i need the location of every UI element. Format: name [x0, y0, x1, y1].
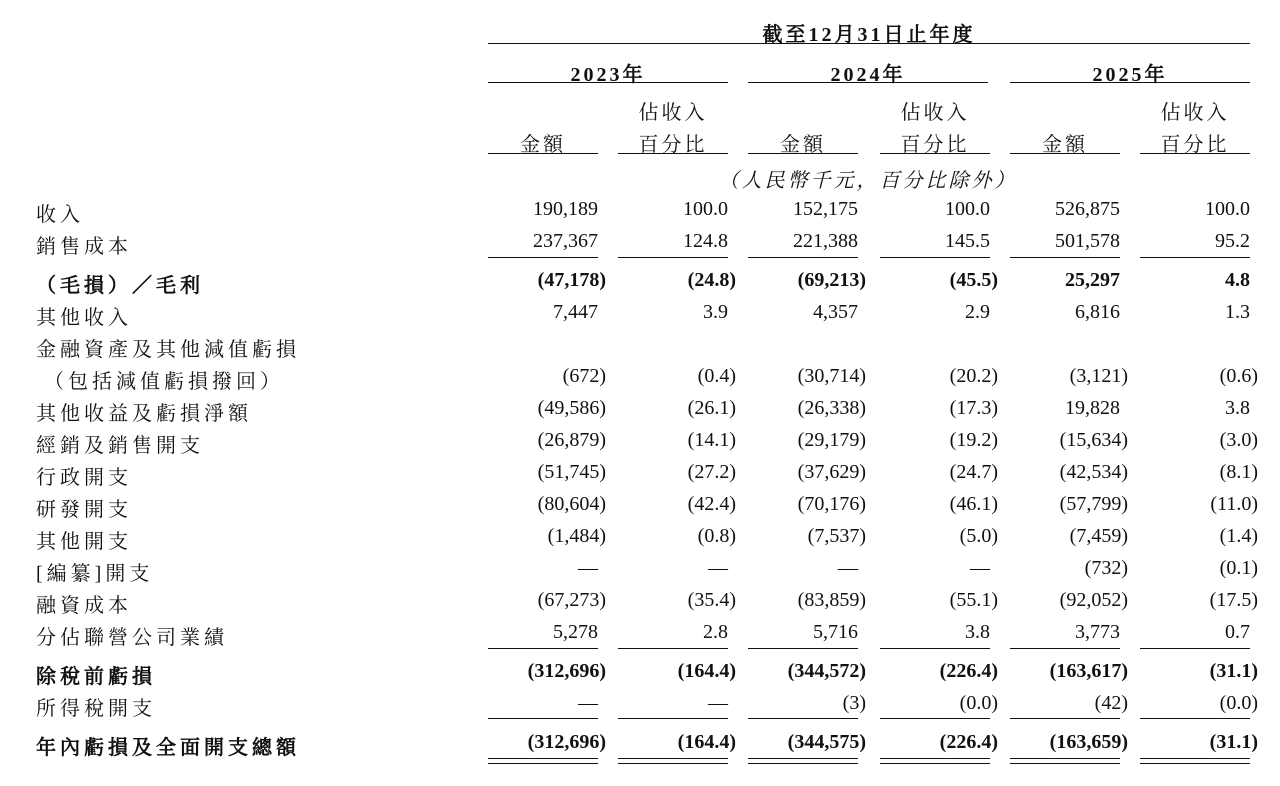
cell-amount-2025: (92,052) — [1059, 589, 1128, 611]
subtotal-rule — [618, 718, 728, 719]
cell-pct-2025: (8.1) — [1219, 461, 1258, 483]
subtotal-rule — [1140, 257, 1250, 258]
year-2025-underline — [1010, 82, 1250, 83]
col-underline — [1140, 153, 1250, 154]
row-label: 其他收入 — [36, 307, 132, 329]
cell-pct-2024: 100.0 — [945, 198, 990, 220]
col-header-pct-2024-line2: 百分比 — [900, 134, 970, 156]
cell-pct-2025: (31.1) — [1209, 731, 1258, 753]
cell-amount-2025: (42) — [1094, 692, 1128, 714]
row-label: 行政開支 — [36, 467, 132, 489]
cell-amount-2023: (312,696) — [527, 660, 606, 682]
row-label: 年內虧損及全面開支總額 — [36, 737, 300, 759]
cell-amount-2024: (344,572) — [787, 660, 866, 682]
cell-amount-2024: 152,175 — [793, 198, 858, 220]
cell-amount-2024: (29,179) — [797, 429, 866, 451]
cell-pct-2023: (42.4) — [687, 493, 736, 515]
subtotal-rule — [748, 718, 858, 719]
subtotal-rule — [1010, 648, 1120, 649]
cell-pct-2023: 3.9 — [703, 301, 728, 323]
year-2023-underline — [488, 82, 728, 83]
row-label: [編纂]開支 — [36, 563, 154, 585]
subtotal-rule — [748, 257, 858, 258]
col-header-amount-2024: 金額 — [780, 134, 826, 156]
cell-amount-2025: (7,459) — [1069, 525, 1128, 547]
cell-pct-2025: 1.3 — [1225, 301, 1250, 323]
cell-pct-2023: (24.8) — [687, 269, 736, 291]
row-label: 經銷及銷售開支 — [36, 435, 204, 457]
cell-amount-2023: 190,189 — [533, 198, 598, 220]
cell-pct-2023: (14.1) — [687, 429, 736, 451]
cell-amount-2024: (37,629) — [797, 461, 866, 483]
cell-pct-2023: (27.2) — [687, 461, 736, 483]
cell-pct-2024: (19.2) — [949, 429, 998, 451]
cell-pct-2023: (0.8) — [697, 525, 736, 547]
cell-pct-2025: 95.2 — [1215, 230, 1250, 252]
col-header-pct-2025-line1: 佔收入 — [1160, 102, 1230, 124]
cell-amount-2023: 237,367 — [533, 230, 598, 252]
cell-pct-2024: 145.5 — [945, 230, 990, 252]
subtotal-rule — [880, 257, 990, 258]
cell-amount-2023: (67,273) — [537, 589, 606, 611]
cell-pct-2025: (3.0) — [1219, 429, 1258, 451]
cell-amount-2025: (732) — [1084, 557, 1128, 579]
year-2024-underline — [748, 82, 988, 83]
cell-pct-2025: (1.4) — [1219, 525, 1258, 547]
cell-amount-2024: (70,176) — [797, 493, 866, 515]
cell-pct-2024: 3.8 — [965, 621, 990, 643]
cell-amount-2025: (15,634) — [1059, 429, 1128, 451]
cell-amount-2024: 5,716 — [813, 621, 858, 643]
subtotal-rule — [1140, 718, 1250, 719]
total-double-rule — [1140, 758, 1250, 764]
cell-amount-2023: — — [578, 557, 598, 579]
cell-pct-2025: (0.6) — [1219, 365, 1258, 387]
cell-amount-2025: 6,816 — [1075, 301, 1120, 323]
cell-pct-2024: (226.4) — [939, 731, 998, 753]
col-underline — [618, 153, 728, 154]
cell-pct-2024: (5.0) — [959, 525, 998, 547]
cell-amount-2025: 19,828 — [1065, 397, 1120, 419]
cell-amount-2025: (163,617) — [1049, 660, 1128, 682]
cell-amount-2024: (69,213) — [797, 269, 866, 291]
year-2024-heading: 2024年 — [830, 64, 906, 86]
cell-pct-2024: (0.0) — [959, 692, 998, 714]
row-label: 所得稅開支 — [36, 698, 156, 720]
col-header-amount-2023: 金額 — [520, 134, 566, 156]
cell-pct-2025: (0.0) — [1219, 692, 1258, 714]
cell-amount-2025: (57,799) — [1059, 493, 1128, 515]
row-label: （毛損）／毛利 — [36, 275, 204, 297]
cell-pct-2024: 2.9 — [965, 301, 990, 323]
cell-amount-2024: 4,357 — [813, 301, 858, 323]
subtotal-rule — [618, 257, 728, 258]
cell-pct-2025: 3.8 — [1225, 397, 1250, 419]
row-label: 銷售成本 — [36, 236, 132, 258]
subtotal-rule — [618, 648, 728, 649]
subtotal-rule — [880, 648, 990, 649]
cell-pct-2023: (26.1) — [687, 397, 736, 419]
row-label: 分佔聯營公司業績 — [36, 627, 228, 649]
total-double-rule — [488, 758, 598, 764]
row-label: 除稅前虧損 — [36, 666, 156, 688]
cell-pct-2023: — — [708, 557, 728, 579]
cell-pct-2025: 100.0 — [1205, 198, 1250, 220]
subtotal-rule — [1140, 648, 1250, 649]
cell-amount-2023: (49,586) — [537, 397, 606, 419]
total-double-rule — [618, 758, 728, 764]
cell-pct-2024: (55.1) — [949, 589, 998, 611]
cell-amount-2025: 3,773 — [1075, 621, 1120, 643]
cell-amount-2023: 5,278 — [553, 621, 598, 643]
row-label: 金融資產及其他減值虧損 — [36, 339, 300, 361]
cell-amount-2025: (42,534) — [1059, 461, 1128, 483]
col-underline — [880, 153, 990, 154]
cell-amount-2023: (26,879) — [537, 429, 606, 451]
cell-amount-2023: (47,178) — [537, 269, 606, 291]
row-label: （包括減值虧損撥回） — [44, 371, 284, 393]
row-label: 融資成本 — [36, 595, 132, 617]
cell-amount-2024: (344,575) — [787, 731, 866, 753]
cell-pct-2024: (24.7) — [949, 461, 998, 483]
subtotal-rule — [748, 648, 858, 649]
cell-pct-2023: — — [708, 692, 728, 714]
total-double-rule — [748, 758, 858, 764]
cell-pct-2024: (17.3) — [949, 397, 998, 419]
cell-pct-2025: 0.7 — [1225, 621, 1250, 643]
subtotal-rule — [1010, 718, 1120, 719]
subtotal-rule — [880, 718, 990, 719]
cell-pct-2025: (17.5) — [1209, 589, 1258, 611]
col-header-amount-2025: 金額 — [1042, 134, 1088, 156]
cell-amount-2025: (3,121) — [1069, 365, 1128, 387]
cell-amount-2023: (51,745) — [537, 461, 606, 483]
cell-amount-2024: (26,338) — [797, 397, 866, 419]
subtotal-rule — [488, 257, 598, 258]
cell-pct-2025: (31.1) — [1209, 660, 1258, 682]
cell-amount-2023: — — [578, 692, 598, 714]
cell-pct-2023: 100.0 — [683, 198, 728, 220]
cell-amount-2024: (3) — [842, 692, 866, 714]
row-label: 研發開支 — [36, 499, 132, 521]
col-underline — [748, 153, 858, 154]
row-label: 收入 — [36, 204, 84, 226]
subtotal-rule — [488, 718, 598, 719]
cell-amount-2024: (30,714) — [797, 365, 866, 387]
cell-amount-2024: (83,859) — [797, 589, 866, 611]
row-label: 其他開支 — [36, 531, 132, 553]
row-label: 其他收益及虧損淨額 — [36, 403, 252, 425]
cell-pct-2024: (45.5) — [949, 269, 998, 291]
col-header-pct-2023-line2: 百分比 — [638, 134, 708, 156]
cell-amount-2025: 501,578 — [1055, 230, 1120, 252]
year-2023-heading: 2023年 — [570, 64, 646, 86]
cell-pct-2023: 2.8 — [703, 621, 728, 643]
cell-pct-2025: (0.1) — [1219, 557, 1258, 579]
col-header-pct-2025-line2: 百分比 — [1160, 134, 1230, 156]
col-underline — [1010, 153, 1120, 154]
total-double-rule — [1010, 758, 1120, 764]
total-double-rule — [880, 758, 990, 764]
cell-amount-2023: (80,604) — [537, 493, 606, 515]
col-header-pct-2023-line1: 佔收入 — [638, 102, 708, 124]
cell-amount-2023: (312,696) — [527, 731, 606, 753]
cell-pct-2025: 4.8 — [1225, 269, 1250, 291]
period-underline — [488, 43, 1250, 44]
cell-amount-2025: (163,659) — [1049, 731, 1128, 753]
cell-pct-2023: (0.4) — [697, 365, 736, 387]
col-header-pct-2024-line1: 佔收入 — [900, 102, 970, 124]
subtotal-rule — [488, 648, 598, 649]
cell-amount-2023: (672) — [562, 365, 606, 387]
cell-pct-2024: (20.2) — [949, 365, 998, 387]
col-underline — [488, 153, 598, 154]
unit-note: （人民幣千元，百分比除外） — [718, 170, 1018, 192]
cell-pct-2023: (164.4) — [677, 731, 736, 753]
cell-pct-2023: 124.8 — [683, 230, 728, 252]
cell-pct-2023: (164.4) — [677, 660, 736, 682]
cell-amount-2024: (7,537) — [807, 525, 866, 547]
cell-amount-2025: 526,875 — [1055, 198, 1120, 220]
year-2025-heading: 2025年 — [1092, 64, 1168, 86]
cell-pct-2023: (35.4) — [687, 589, 736, 611]
cell-amount-2023: (1,484) — [547, 525, 606, 547]
cell-amount-2024: — — [838, 557, 858, 579]
cell-amount-2023: 7,447 — [553, 301, 598, 323]
cell-pct-2024: (226.4) — [939, 660, 998, 682]
cell-pct-2024: — — [970, 557, 990, 579]
cell-pct-2025: (11.0) — [1210, 493, 1258, 515]
cell-pct-2024: (46.1) — [949, 493, 998, 515]
cell-amount-2025: 25,297 — [1065, 269, 1120, 291]
cell-amount-2024: 221,388 — [793, 230, 858, 252]
period-heading: 截至12月31日止年度 — [762, 24, 976, 46]
subtotal-rule — [1010, 257, 1120, 258]
